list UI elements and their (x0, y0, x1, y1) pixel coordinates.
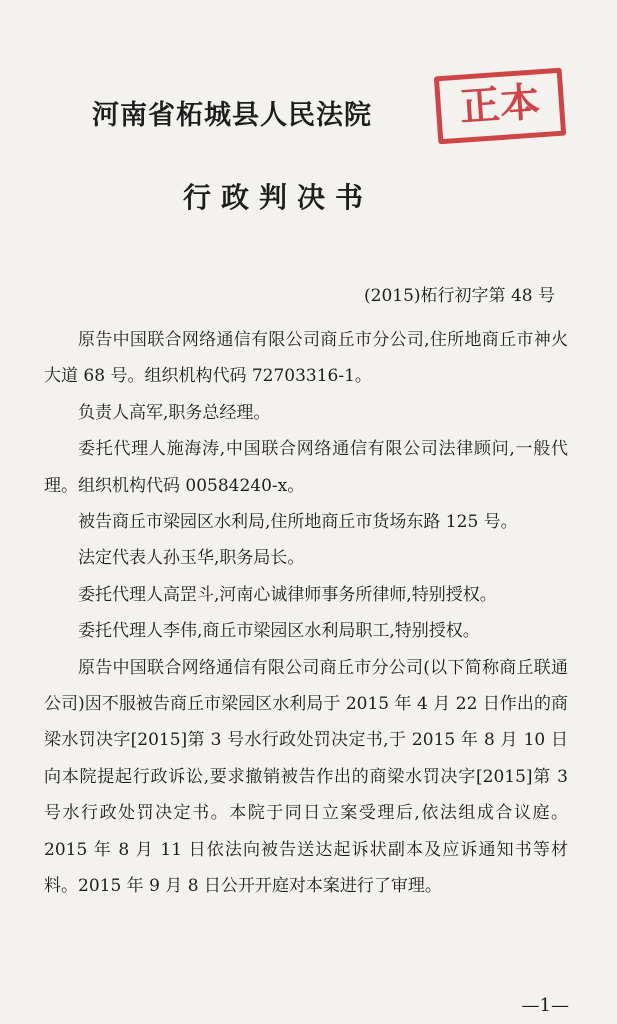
paragraph-defendant-agent-2: 委托代理人李伟,商丘市梁园区水利局职工,特别授权。 (78, 621, 480, 642)
paragraph-defendant-agent-1: 委托代理人高罡斗,河南心诚律师事务所律师,特别授权。 (78, 584, 497, 605)
court-name: 河南省柘城县人民法院 (92, 100, 372, 131)
document-type-title: 行政判决书 (182, 181, 373, 214)
case-number: (2015)柘行初字第 48 号 (364, 286, 555, 306)
paragraph-plaintiff-agent: 委托代理人施海涛,中国联合网络通信有限公司法律顾问,一般代理。组织机构代码 00584240-x。 (44, 439, 568, 496)
page-number: —1— (521, 995, 569, 1016)
paragraph-defendant-legal-rep: 法定代表人孙玉华,职务局长。 (78, 548, 305, 569)
official-seal: 正本 (434, 68, 566, 145)
paragraph-plaintiff-representative: 负责人高军,职务总经理。 (78, 402, 271, 423)
paragraph-plaintiff: 原告中国联合网络通信有限公司商丘市分公司,住所地商丘市神火大道 68 号。组织机构代码 72703316-1。 (44, 330, 568, 387)
paragraph-defendant: 被告商丘市梁园区水利局,住所地商丘市货场东路 125 号。 (78, 512, 518, 533)
paragraph-case-background: 原告中国联合网络通信有限公司商丘市分公司(以下简称商丘联通公司)因不服被告商丘市梁园区水利局于 2015 年 4 月 22 日作出的商梁水罚决字[2015]第 3 号水行政处罚决定书,于 2015 年 8 月 10 日向本院提起行政诉讼,要求撤销被告作出的商梁水罚决字[2015]第 3 号水行政处罚决定书。本院于同日立案受理后,依法组成合议庭。2015 年 8 月 11 日依法向被告送达起诉状副本及应诉通知书等材料。2015 年 9 月 8 日公开开庭对本案进行了审理。 (44, 657, 568, 897)
document-body (44, 322, 568, 905)
